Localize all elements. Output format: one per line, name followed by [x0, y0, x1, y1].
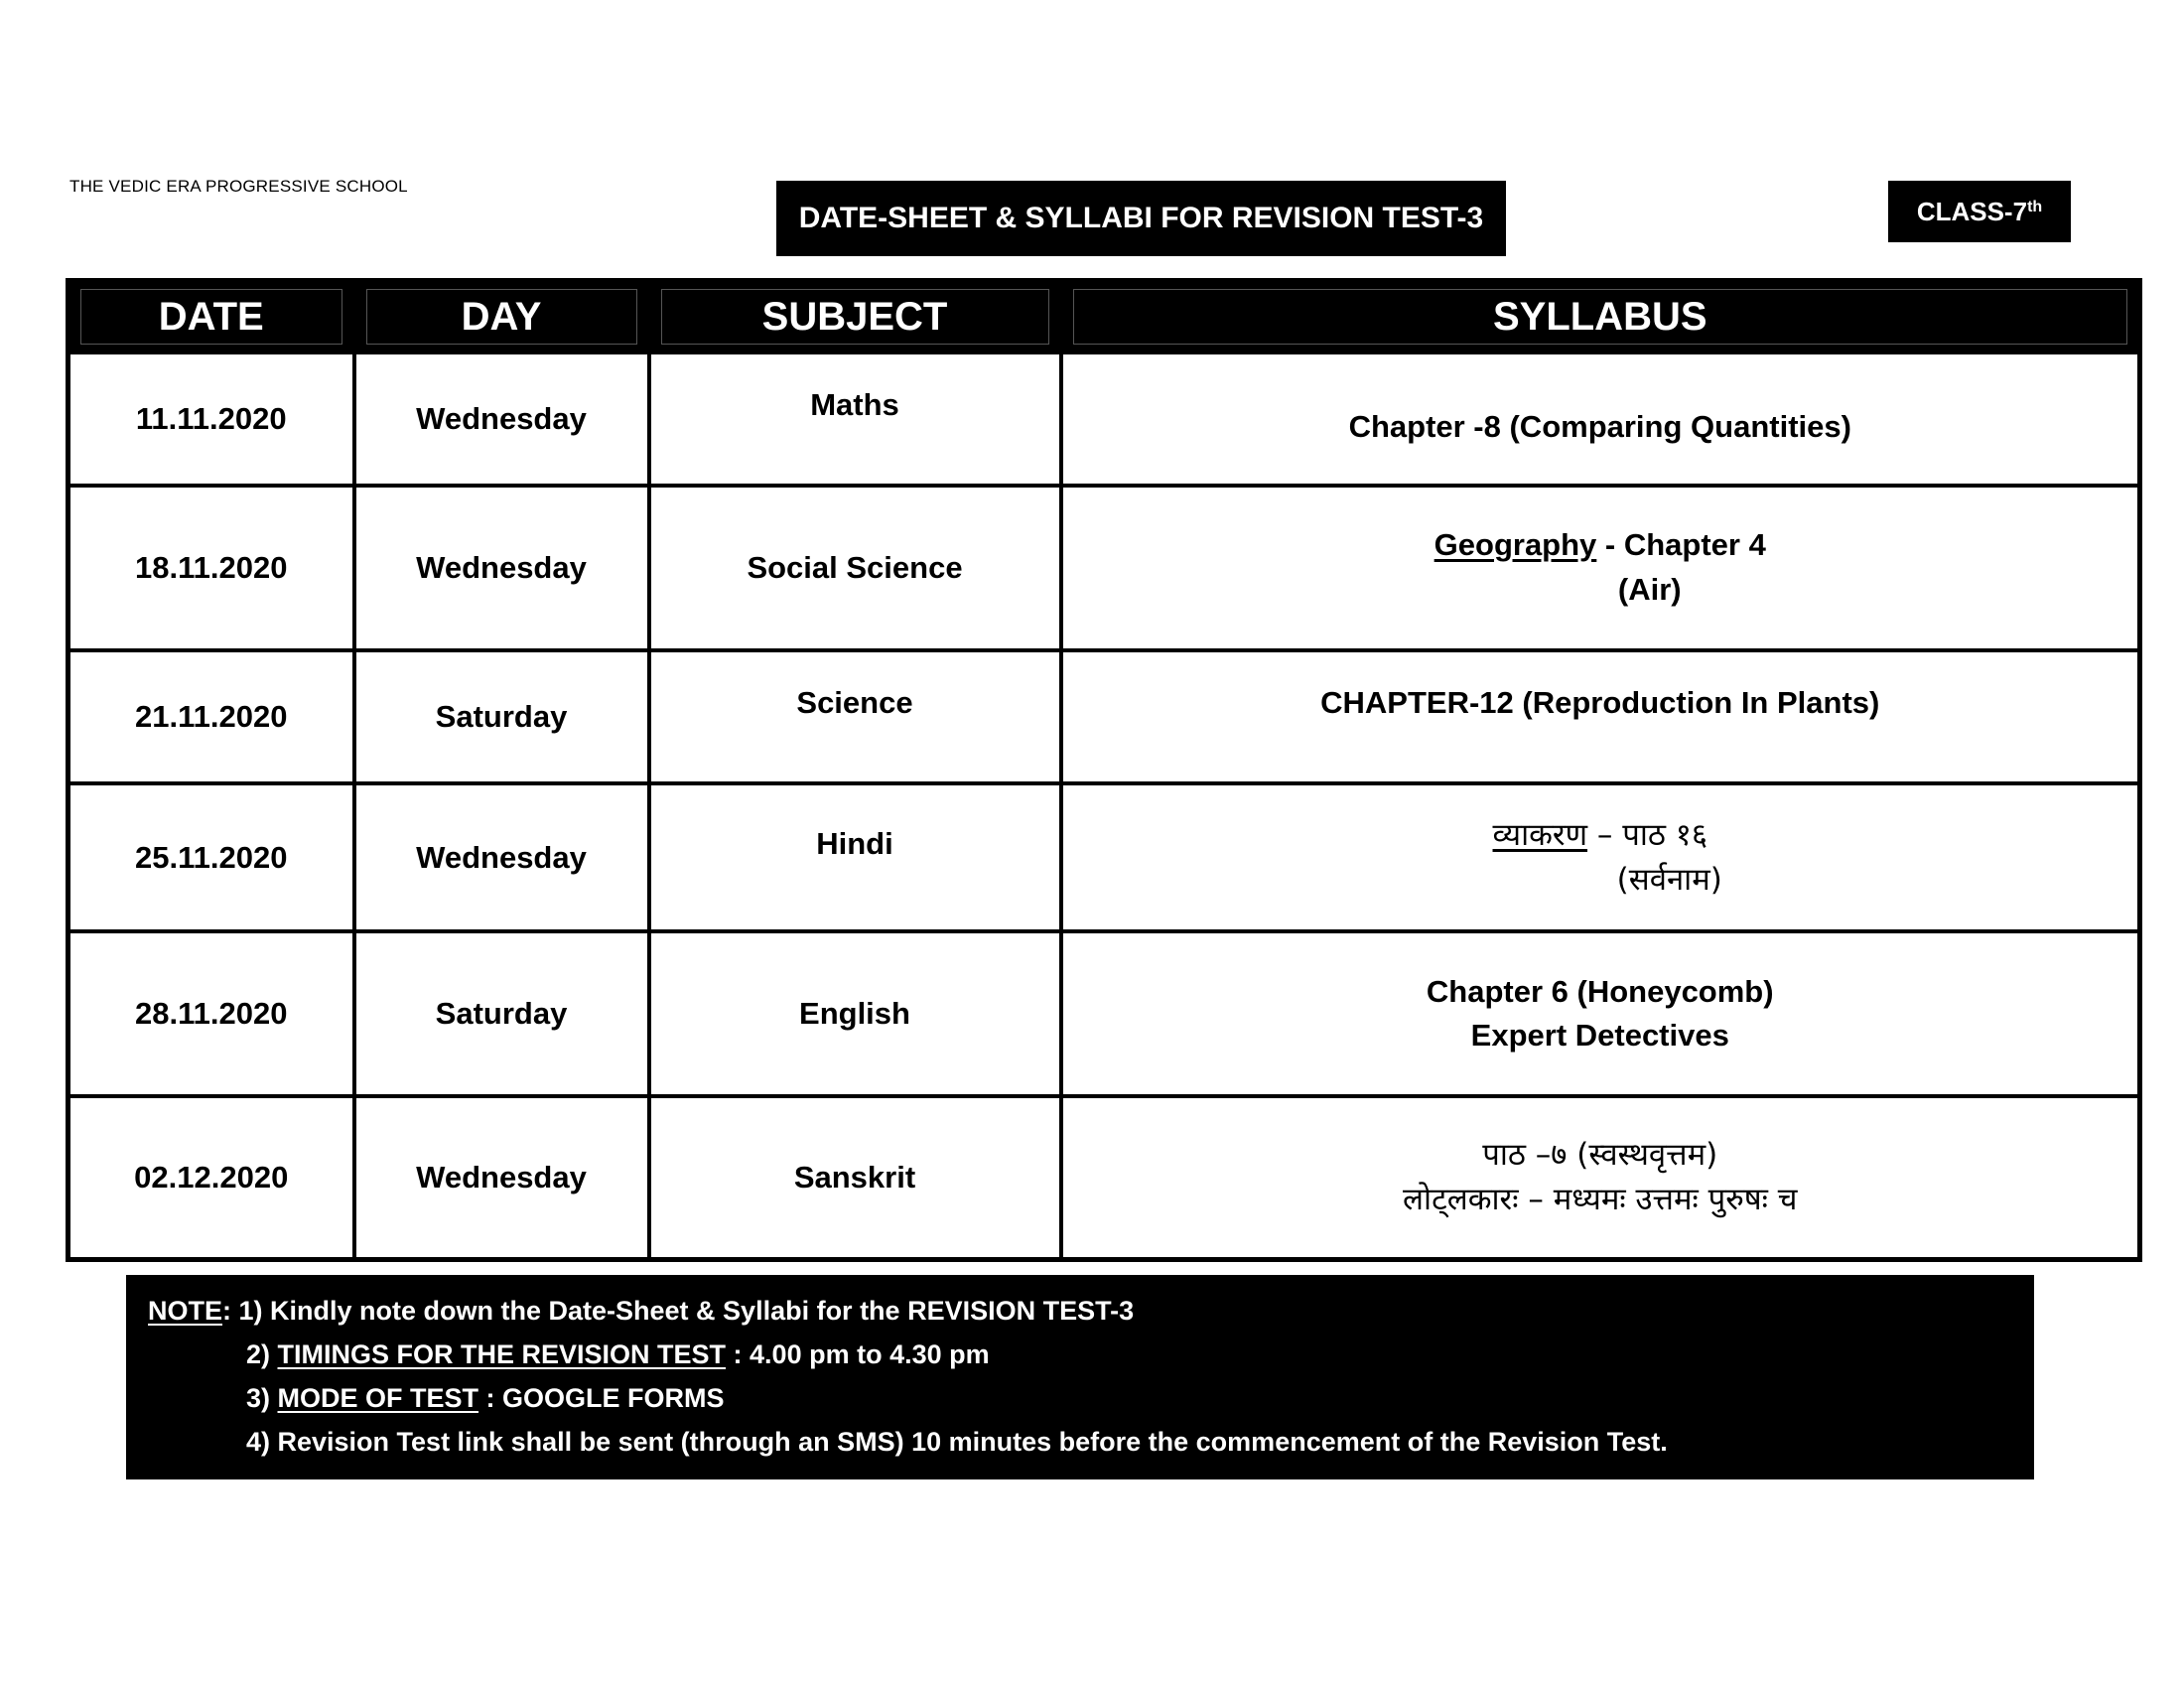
syllabus-line-2: लोट्लकारः – मध्यमः उत्तमः पुरुषः च [1403, 1182, 1798, 1218]
day-cell: Wednesday [354, 1096, 649, 1259]
date-cell: 18.11.2020 [68, 486, 354, 650]
syllabus-topic: व्याकरण [1492, 816, 1588, 853]
class-badge [1888, 181, 2071, 242]
syllabus-topic: Geography [1433, 526, 1597, 562]
syllabus-cell [1061, 486, 2140, 650]
day-cell: Wednesday [354, 783, 649, 932]
syllabus-line-1 [1063, 523, 2138, 568]
syllabus-cell [1061, 783, 2140, 932]
day-cell: Saturday [354, 650, 649, 783]
table-row [68, 1096, 2140, 1259]
table-row [68, 352, 2140, 486]
column-header-subject: SUBJECT [649, 281, 1061, 353]
column-header-day: DAY [354, 281, 649, 353]
class-label: CLASS-7 [1916, 196, 2028, 226]
subject-text: Science [796, 684, 913, 720]
day-cell: Saturday [354, 931, 649, 1096]
syllabus-text: CHAPTER-12 (Reproduction In Plants) [1320, 684, 1880, 720]
note-line-2: 2) TIMINGS FOR THE REVISION TEST : 4.00 pm to 4.30 pm [246, 1339, 990, 1369]
syllabus-line-2: (Air) [1617, 571, 1682, 607]
syllabus-line-1: पाठ –७ (स्वस्थवृत्तम) [1482, 1137, 1718, 1174]
date-cell: 11.11.2020 [68, 352, 354, 486]
subject-cell: Social Science [649, 486, 1061, 650]
syllabus-line-2: Expert Detectives [1470, 1018, 1729, 1054]
syllabus-line-1 [1063, 813, 2138, 858]
note-line-3: 3) MODE OF TEST : GOOGLE FORMS [246, 1383, 725, 1413]
syllabus-cell [1061, 352, 2140, 486]
note-line-4: 4) Revision Test link shall be sent (through an SMS) 10 minutes before the commencement of the Revision Test. [246, 1427, 1668, 1457]
note-line-1 [148, 1289, 2034, 1333]
table-row [68, 486, 2140, 650]
page-title-text: DATE-SHEET & SYLLABI FOR REVISION TEST-3 [798, 202, 1484, 234]
subject-cell [649, 352, 1061, 486]
note-mode-value: : GOOGLE FORMS [478, 1383, 725, 1413]
school-name: THE VEDIC ERA PROGRESSIVE SCHOOL [69, 177, 408, 196]
subject-cell [649, 783, 1061, 932]
table-row [68, 783, 2140, 932]
column-header-syllabus: SYLLABUS [1061, 281, 2140, 353]
syllabus-cell [1061, 650, 2140, 783]
table-header-row [68, 281, 2140, 353]
table-row [68, 650, 2140, 783]
syllabus-line-1: Chapter 6 (Honeycomb) [1426, 973, 1774, 1009]
date-cell: 28.11.2020 [68, 931, 354, 1096]
subject-text: Hindi [816, 825, 893, 861]
table-row [68, 931, 2140, 1096]
class-suffix: th [2027, 199, 2043, 215]
date-cell: 25.11.2020 [68, 783, 354, 932]
syllabus-text: Chapter -8 (Comparing Quantities) [1348, 408, 1851, 444]
syllabus-cell [1061, 1096, 2140, 1259]
subject-cell: Sanskrit [649, 1096, 1061, 1259]
note-timings-value: : 4.00 pm to 4.30 pm [726, 1339, 990, 1369]
date-cell: 02.12.2020 [68, 1096, 354, 1259]
day-cell: Wednesday [354, 352, 649, 486]
subject-text: Maths [810, 386, 899, 422]
day-cell: Wednesday [354, 486, 649, 650]
subject-cell: English [649, 931, 1061, 1096]
note-item-1: : 1) Kindly note down the Date-Sheet & Syllabi for the REVISION TEST-3 [222, 1296, 1135, 1326]
subject-cell [649, 650, 1061, 783]
syllabus-chapter: - Chapter 4 [1596, 526, 1766, 562]
date-sheet-table [66, 278, 2142, 1262]
note-mode-label: MODE OF TEST [277, 1383, 479, 1413]
page-title [776, 181, 1506, 256]
note-timings-label: TIMINGS FOR THE REVISION TEST [277, 1339, 727, 1369]
column-header-date: DATE [68, 281, 354, 353]
syllabus-line-2: (सर्वनाम) [1616, 861, 1722, 898]
syllabus-cell [1061, 931, 2140, 1096]
date-cell: 21.11.2020 [68, 650, 354, 783]
note-label: NOTE [148, 1296, 223, 1326]
note-box [126, 1275, 2034, 1479]
syllabus-chapter: – पाठ १६ [1587, 816, 1707, 853]
